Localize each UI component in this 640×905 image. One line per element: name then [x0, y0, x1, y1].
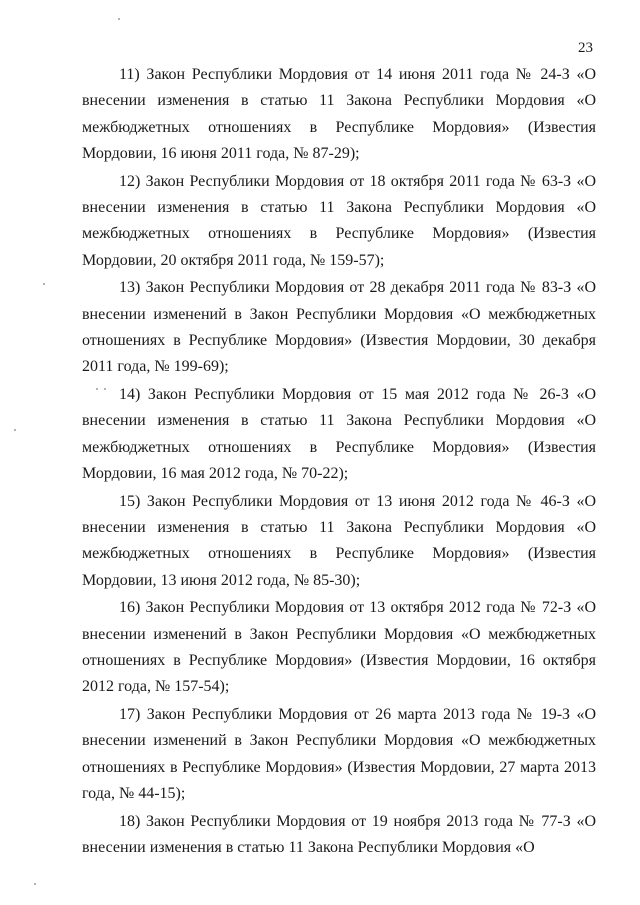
law-list [82, 62, 596, 861]
law-list-item: 18) Закон Республики Мордовия от 19 ноября 2013 года № 77-З «О внесении изменения в статью 11 Закона Республики Мордовия «О [82, 812, 596, 857]
scan-speck [34, 883, 36, 885]
law-list-item: 13) Закон Республики Мордовия от 28 декабря 2011 года № 83-З «О внесении изменений в Закон Республики Мордовия «О межбюджетных отношениях в Республике Мордовия» (Известия Мордовии, 30 декабря 2011 года, № 199-69); [82, 279, 596, 376]
scan-speck [104, 388, 106, 390]
law-list-item: 15) Закон Республики Мордовия от 13 июня 2012 года № 46-З «О внесении изменения в статью 11 Закона Республики Мордовия «О межбюджетных отношениях в Республике Мордовия» (Известия Мордовии, 13 июня 2012 года, № 85-30); [82, 492, 596, 589]
law-list-item: 11) Закон Республики Мордовия от 14 июня 2011 года № 24-З «О внесении изменения в статью 11 Закона Республики Мордовия «О межбюджетных отношениях в Республике Мордовия» (Известия Мордовии, 16 июня 2011 года, № 87-29); [82, 66, 596, 162]
scan-speck [43, 283, 45, 285]
law-list-item: 12) Закон Республики Мордовия от 18 октября 2011 года № 63-З «О внесении изменения в статью 11 Закона Республики Мордовия «О межбюджетных отношениях в Республике Мордовия» (Известия Мордовии, 20 октября 2011 года, № 159-57); [82, 172, 596, 269]
law-list-item: 17) Закон Республики Мордовия от 26 марта 2013 года № 19-З «О внесении изменений в Закон Республики Мордовия «О межбюджетных отношениях в Республике Мордовия» (Известия Мордовии, 27 марта 2013 года, № 44-15); [82, 706, 596, 803]
scan-speck [14, 429, 16, 431]
scan-speck [118, 18, 120, 20]
page-number: 23 [578, 40, 593, 56]
law-list-item: 14) Закон Республики Мордовия от 15 мая 2012 года № 26-З «О внесении изменения в статью 11 Закона Республики Мордовия «О межбюджетных отношениях в Республике Мордовия» (Известия Мордовии, 16 мая 2012 года, № 70-22); [82, 386, 596, 482]
scan-speck [96, 388, 98, 390]
law-list-item: 16) Закон Республики Мордовия от 13 октября 2012 года № 72-З «О внесении изменений в Закон Республики Мордовия «О межбюджетных отношениях в Республике Мордовия» (Известия Мордовии, 16 октября 2012 года, № 157-54); [82, 599, 596, 696]
